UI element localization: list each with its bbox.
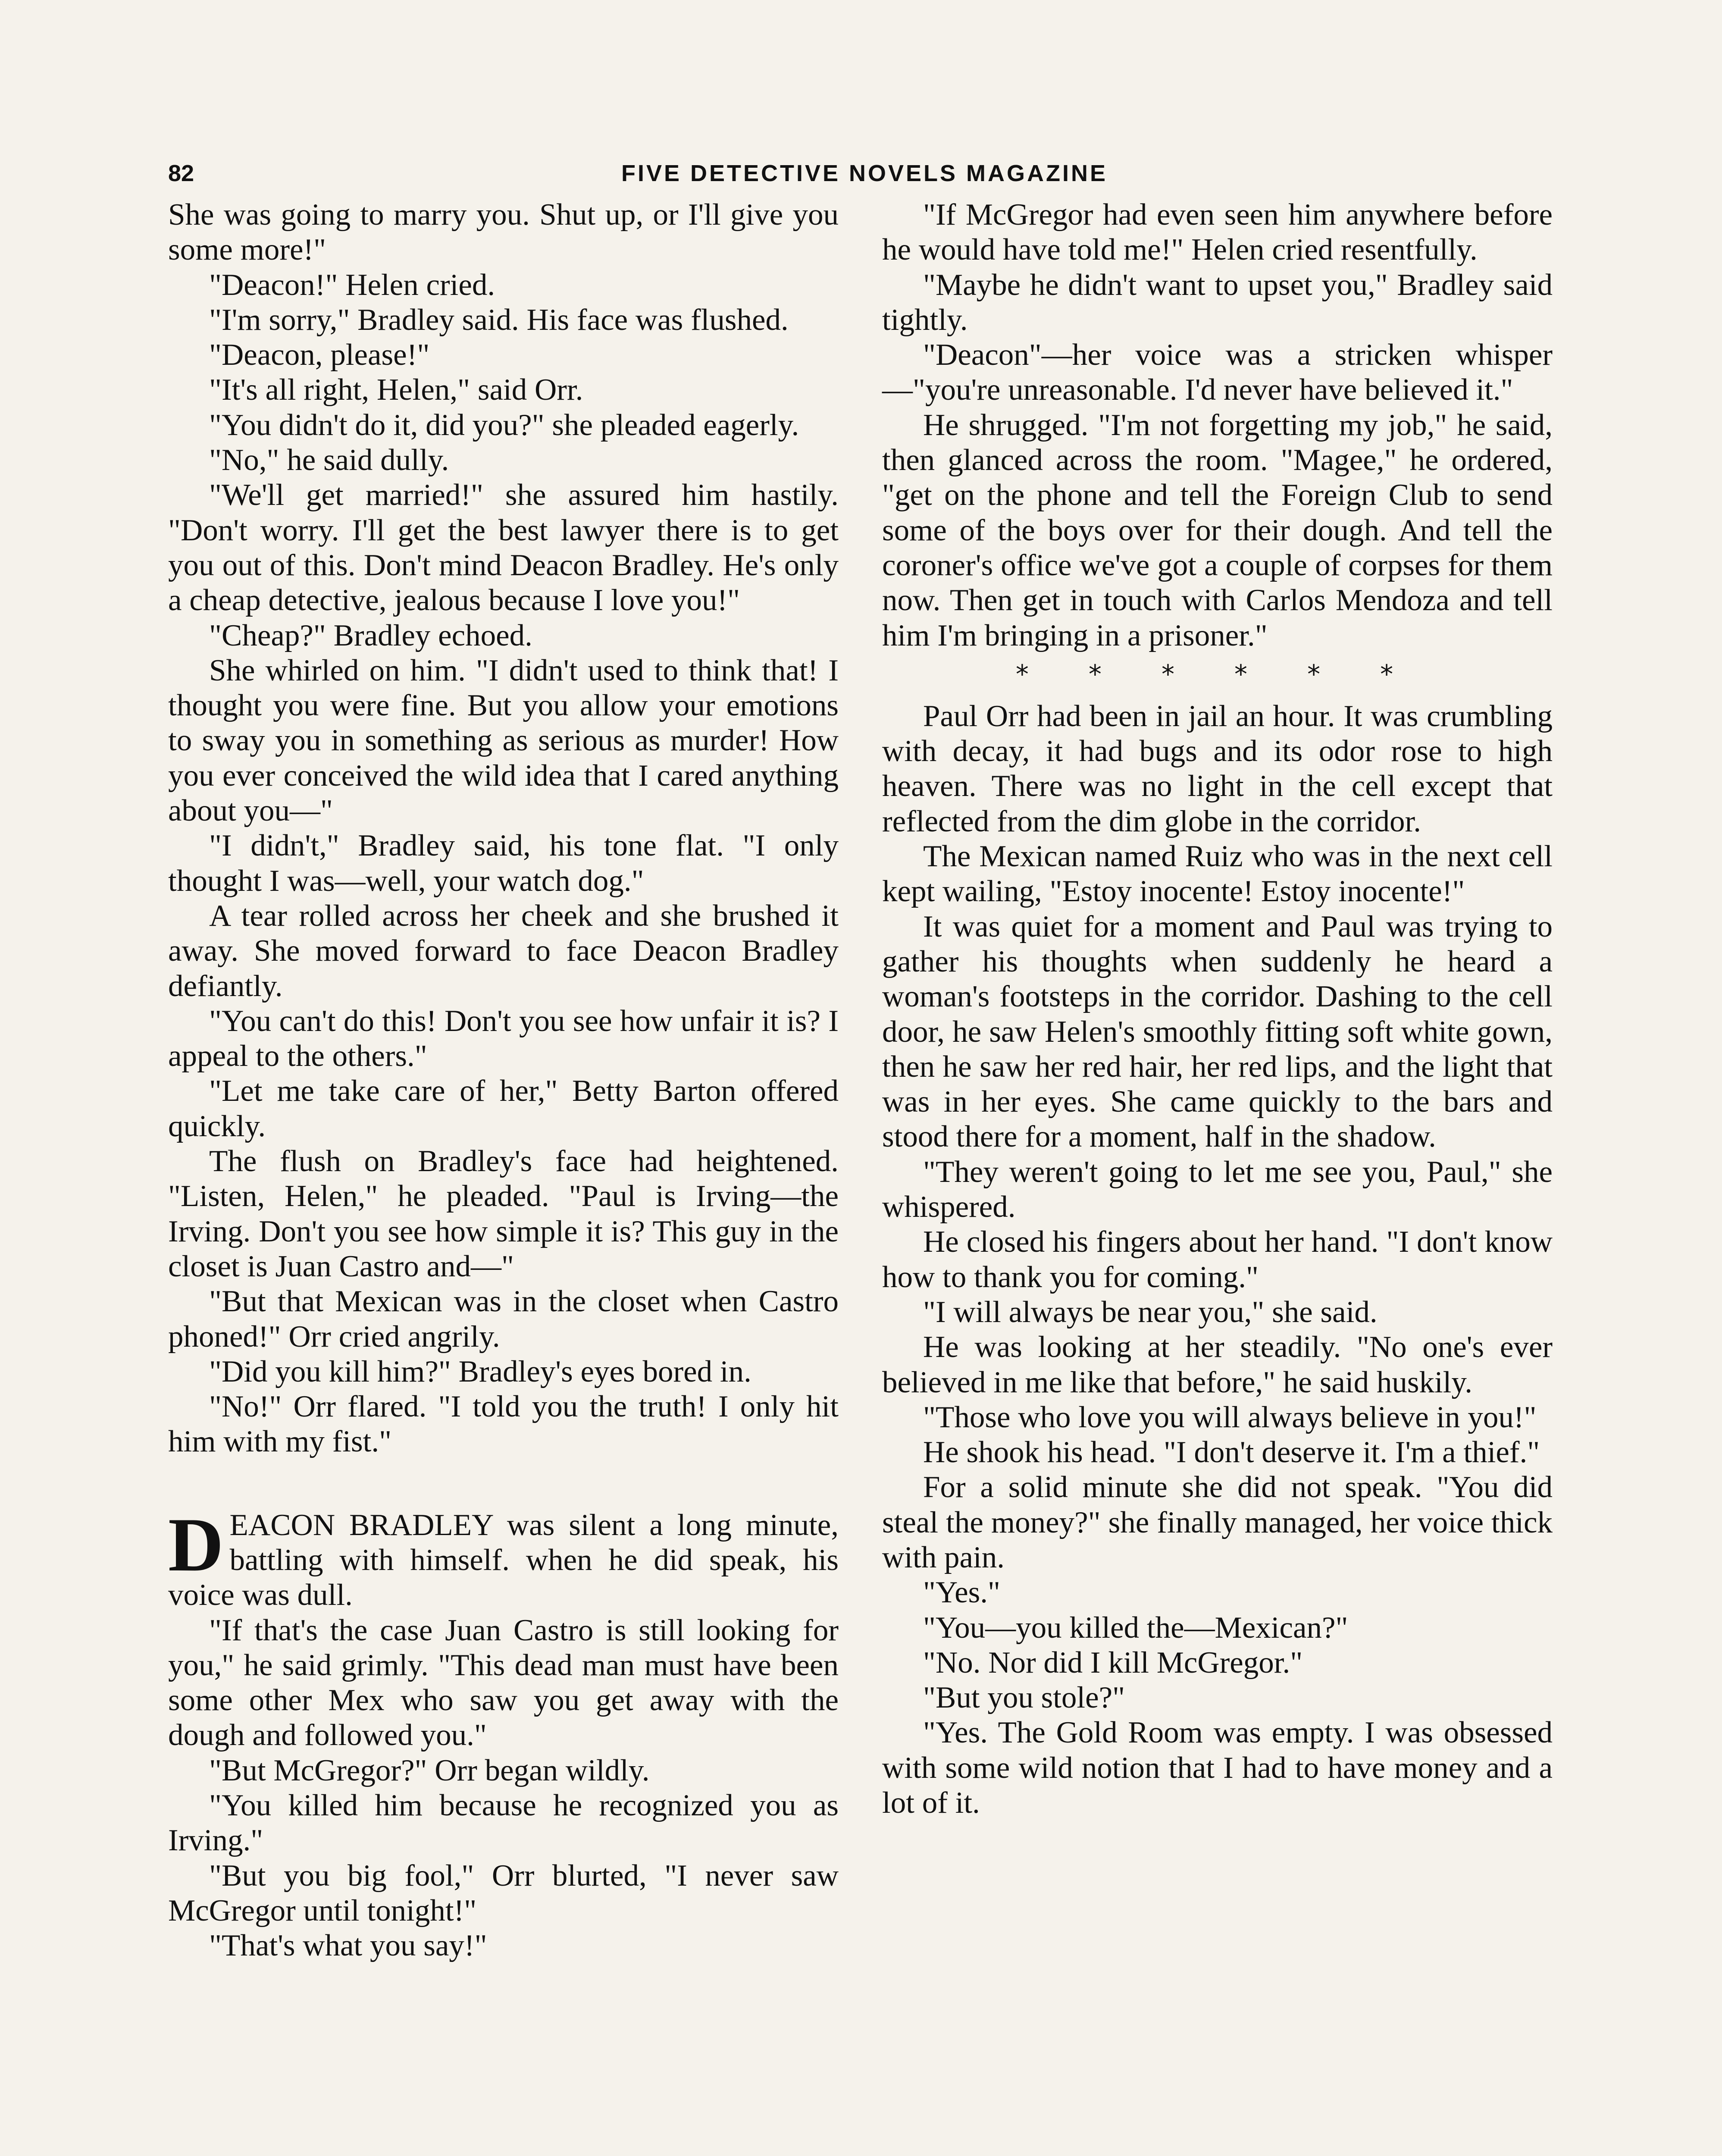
paragraph: "But that Mexican was in the closet when Castro phoned!" Orr cried angrily. [168,1285,839,1354]
paragraph: "If that's the case Juan Castro is still looking for you," he said grimly. "This dead man must have been some other Mex who saw you get away with the dough and followed you." [168,1613,839,1752]
paragraph: "Cheap?" Bradley echoed. [209,618,532,652]
paragraph: She was going to marry you. Shut up, or I'll give you some more!" [168,198,839,267]
paragraph: "Let me take care of her," Betty Barton offered quickly. [168,1074,839,1143]
dropcap-paragraph [168,1501,839,1613]
paragraph: "I will always be near you," she said. [923,1295,1378,1329]
paragraph: "If McGregor had even seen him anywhere before he would have told me!" Helen cried resentfully. [882,198,1553,267]
paragraph: "Deacon, please!" [209,338,430,372]
paragraph: A tear rolled across her cheek and she brushed it away. She moved forward to face Deacon Bradley defiantly. [168,899,839,1003]
paragraph: "You—you killed the—Mexican?" [923,1611,1348,1645]
paragraph: "Did you kill him?" Bradley's eyes bored in. [209,1354,751,1388]
paragraph: It was quiet for a moment and Paul was trying to gather his thoughts when suddenly he heard a woman's footsteps in the corridor. Dashing to the cell door, he saw Helen's smoothly fitting soft white gown, then he saw her red hair, her red lips, and the light that was in her eyes. She came quickly to the bars and stood there for a moment, half in the shadow. [882,909,1553,1154]
paragraph: The Mexican named Ruiz who was in the next cell kept wailing, "Estoy inocente! Estoy inocente!" [882,840,1553,909]
paragraph: "But McGregor?" Orr began wildly. [209,1753,650,1787]
paragraph: "But you stole?" [923,1681,1125,1715]
paragraph: "You didn't do it, did you?" she pleaded eagerly. [209,408,799,442]
paragraph: "Deacon!" Helen cried. [209,268,495,302]
paragraph: "But you big fool," Orr blurted, "I never saw McGregor until tonight!" [168,1858,839,1927]
section-separator: * * * * * * [1015,659,1419,689]
paragraph: "No. Nor did I kill McGregor." [923,1645,1303,1680]
paragraph: "They weren't going to let me see you, Paul," she whispered. [882,1155,1553,1224]
running-title: FIVE DETECTIVE NOVELS MAGAZINE [621,160,1108,186]
paragraph: He shrugged. "I'm not forgetting my job," he said, then glanced across the room. "Magee," he ordered, "get on the phone and tell the Foreign Club to send some of the boys over for their dough. And tell the coroner's office we've got a couple of corpses for them now. Then get in touch with Carlos Mendoza and tell him I'm bringing in a prisoner." [882,408,1553,652]
paragraph: Paul Orr had been in jail an hour. It was crumbling with decay, it had bugs and its odor rose to high heaven. There was no light in the cell except that reflected from the dim globe in the corridor. [882,699,1553,838]
paragraph: "Maybe he didn't want to upset you," Bradley said tightly. [882,268,1553,337]
paragraph: "It's all right, Helen," said Orr. [209,373,583,407]
paragraph: "Yes." [923,1576,1001,1610]
paragraph: "You can't do this! Don't you see how unfair it is? I appeal to the others." [168,1004,839,1073]
paragraph: "You killed him because he recognized you as Irving." [168,1789,839,1858]
paragraph: "I'm sorry," Bradley said. His face was flushed. [209,303,789,337]
paragraph: "Yes. The Gold Room was empty. I was obsessed with some wild notion that I had to have money and a lot of it. [882,1716,1553,1820]
paragraph: She whirled on him. "I didn't used to think that! I thought you were fine. But you allow your emotions to sway you in something as serious as murder! How you ever conceived the wild idea that I cared anything about you—" [168,653,839,828]
paragraph: He closed his fingers about her hand. "I don't know how to thank you for coming." [882,1225,1553,1294]
paragraph: "No," he said dully. [209,443,449,477]
paragraph: "That's what you say!" [209,1929,487,1963]
paragraph: "No!" Orr flared. "I told you the truth! I only hit him with my fist." [168,1390,839,1459]
paragraph: He shook his head. "I don't deserve it. I'm a thief." [923,1435,1540,1470]
paragraph: He was looking at her steadily. "No one's ever believed in me like that before," he said huskily. [882,1330,1553,1399]
paragraph: "We'll get married!" she assured him hastily. "Don't worry. I'll get the best lawyer there is to get you out of this. Don't mind Deacon Bradley. He's only a cheap detective, jealous because I love you!" [168,478,839,617]
paragraph: For a solid minute she did not speak. "You did steal the money?" she finally managed, her voice thick with pain. [882,1470,1553,1574]
paragraph: "Those who love you will always believe in you!" [923,1400,1537,1434]
paragraph: The flush on Bradley's face had heightened. "Listen, Helen," he pleaded. "Paul is Irving—the Irving. Don't you see how simple it is? This guy in the closet is Juan Castro and—" [168,1144,839,1283]
dropcap-text: EACON BRADLEY was silent a long minute, battling with himself. when he did speak, his voice was dull. [168,1508,839,1612]
paragraph: "I didn't," Bradley said, his tone flat. "I only thought I was—well, your watch dog." [168,829,839,898]
page-header [168,152,1561,195]
page-number: 82 [168,160,194,186]
paragraph: "Deacon"—her voice was a stricken whisper—"you're unreasonable. I'd never have believed it." [882,338,1553,407]
drop-cap: D [168,1501,224,1587]
right-column [882,197,1553,1821]
left-column [168,197,839,1964]
